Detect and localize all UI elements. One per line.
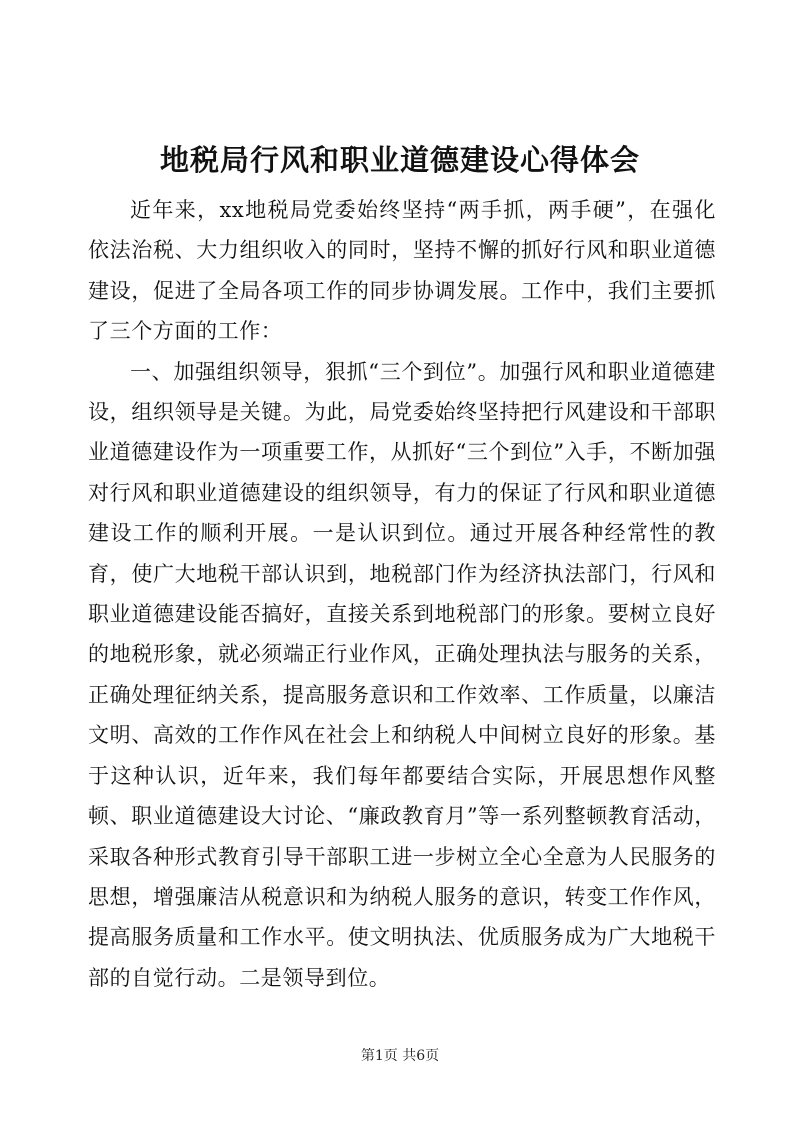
- page-number-footer: 第1页 共6页: [360, 1048, 440, 1064]
- paragraph-intro: 近年来，xx地税局党委始终坚持“两手抓，两手硬”，在强化依法治税、大力组织收入的同时，坚持不懈的抓好行风和职业道德建设，促进了全局各项工作的同步协调发展。工作中，我们主要抓了三个方面的工作：: [88, 198, 716, 344]
- paragraph-section-one: 一、加强组织领导，狠抓“三个到位”。加强行风和职业道德建设，组织领导是关键。为此，局党委始终坚持把行风建设和干部职业道德建设作为一项重要工作，从抓好“三个到位”入手，不断加强对行风和职业道德建设的组织领导，有力的保证了行风和职业道德建设工作的顺利开展。一是认识到位。通过开展各种经常性的教育，使广大地税干部认识到，地税部门作为经济执法部门，行风和职业道德建设能否搞好，直接关系到地税部门的形象。要树立良好的地税形象，就必须端正行业作风，正确处理执法与服务的关系，正确处理征纳关系，提高服务意识和工作效率、工作质量，以廉洁文明、高效的工作作风在社会上和纳税人中间树立良好的形象。基于这种认识，近年来，我们每年都要结合实际，开展思想作风整顿、职业道德建设大讨论、“廉政教育月”等一系列整顿教育活动，采取各种形式教育引导干部职工进一步树立全心全意为人民服务的思想，增强廉洁从税意识和为纳税人服务的意识，转变工作作风，提高服务质量和工作水平。使文明执法、优质服务成为广大地税干部的自觉行动。二是领导到位。: [88, 359, 716, 990]
- document-title: 地税局行风和职业道德建设心得体会: [159, 143, 640, 177]
- document-body: [88, 190, 716, 998]
